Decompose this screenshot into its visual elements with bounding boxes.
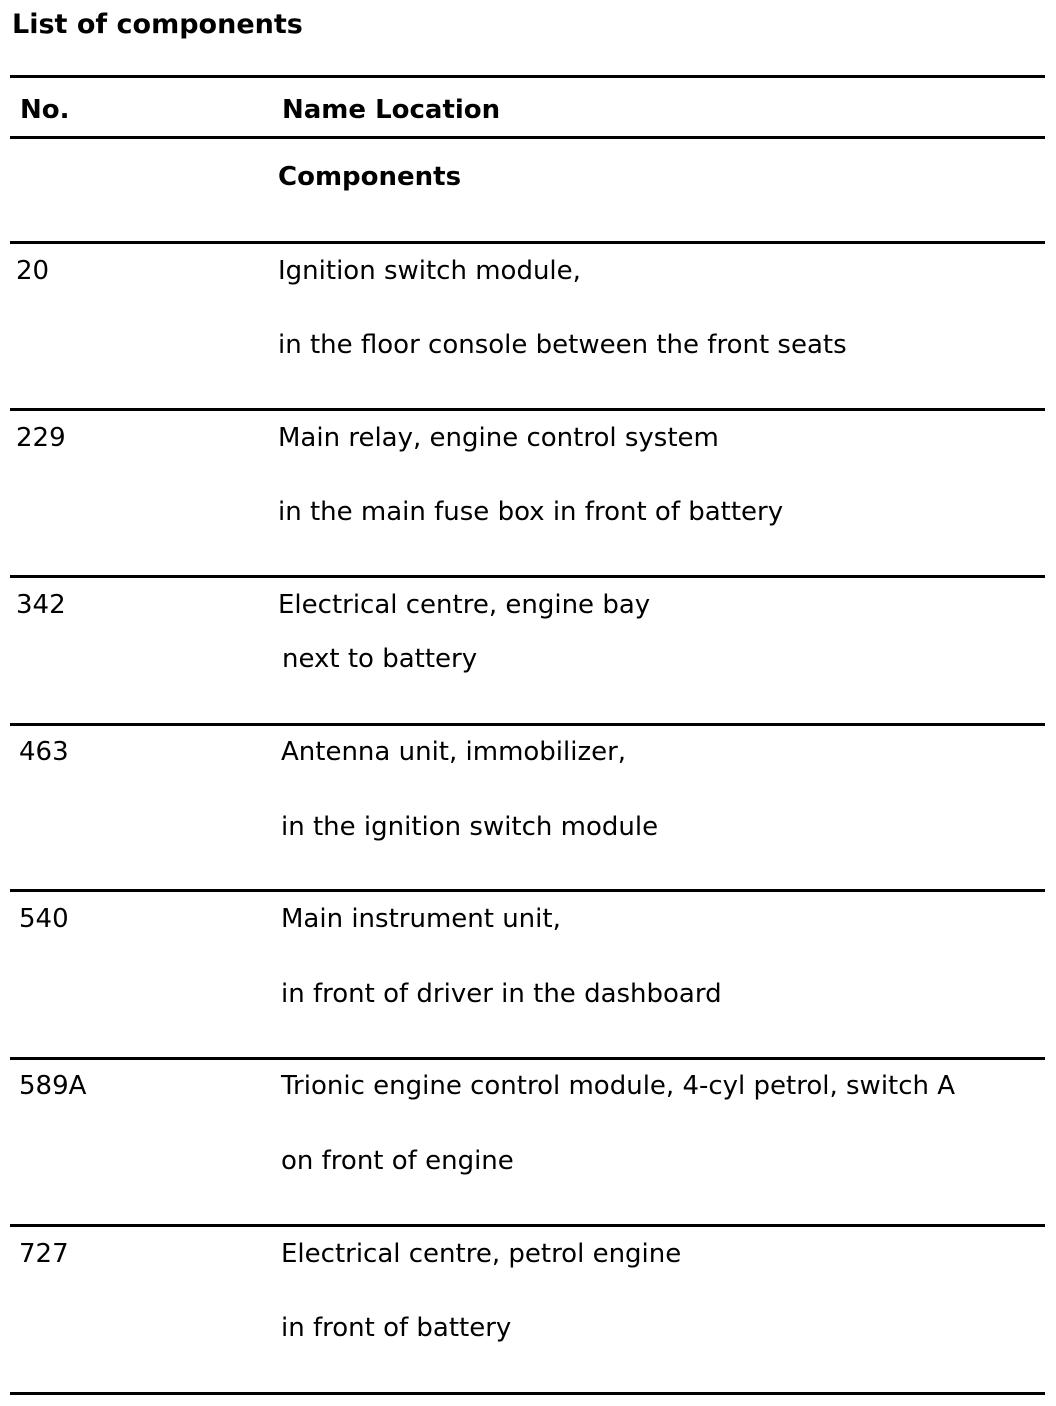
row-name: Antenna unit, immobilizer, xyxy=(281,737,627,767)
row-name: Trionic engine control module, 4-cyl petrol, switch A xyxy=(281,1071,956,1101)
row-divider xyxy=(10,723,1045,726)
row-number: 589A xyxy=(19,1071,87,1101)
row-name: Main relay, engine control system xyxy=(278,423,719,453)
row-number: 342 xyxy=(16,590,66,620)
section-heading: Components xyxy=(278,162,462,192)
table-bottom-rule xyxy=(10,1392,1045,1395)
row-number: 229 xyxy=(16,423,66,453)
row-name: Electrical centre, engine bay xyxy=(278,590,651,620)
row-location: on front of engine xyxy=(281,1146,514,1176)
row-name: Ignition switch module, xyxy=(278,256,581,286)
row-divider xyxy=(10,408,1045,411)
row-divider xyxy=(10,575,1045,578)
row-divider xyxy=(10,889,1045,892)
header-rule xyxy=(10,136,1045,139)
row-number: 463 xyxy=(19,737,69,767)
document-title: List of components xyxy=(12,9,303,40)
row-location: in the main fuse box in front of battery xyxy=(278,497,784,527)
row-divider xyxy=(10,1224,1045,1227)
row-location: in front of driver in the dashboard xyxy=(281,979,722,1009)
row-divider xyxy=(10,241,1045,244)
table-top-rule xyxy=(10,75,1045,78)
row-location: in the ignition switch module xyxy=(281,812,659,842)
row-number: 540 xyxy=(19,904,69,934)
row-divider xyxy=(10,1057,1045,1060)
header-name-location: Name Location xyxy=(282,95,501,125)
row-location: in the floor console between the front seats xyxy=(278,330,847,360)
row-location: next to battery xyxy=(282,644,478,674)
header-number: No. xyxy=(20,95,70,125)
row-location: in front of battery xyxy=(281,1313,512,1343)
row-name: Electrical centre, petrol engine xyxy=(281,1239,682,1269)
row-number: 727 xyxy=(19,1239,69,1269)
row-number: 20 xyxy=(16,256,50,286)
row-name: Main instrument unit, xyxy=(281,904,561,934)
